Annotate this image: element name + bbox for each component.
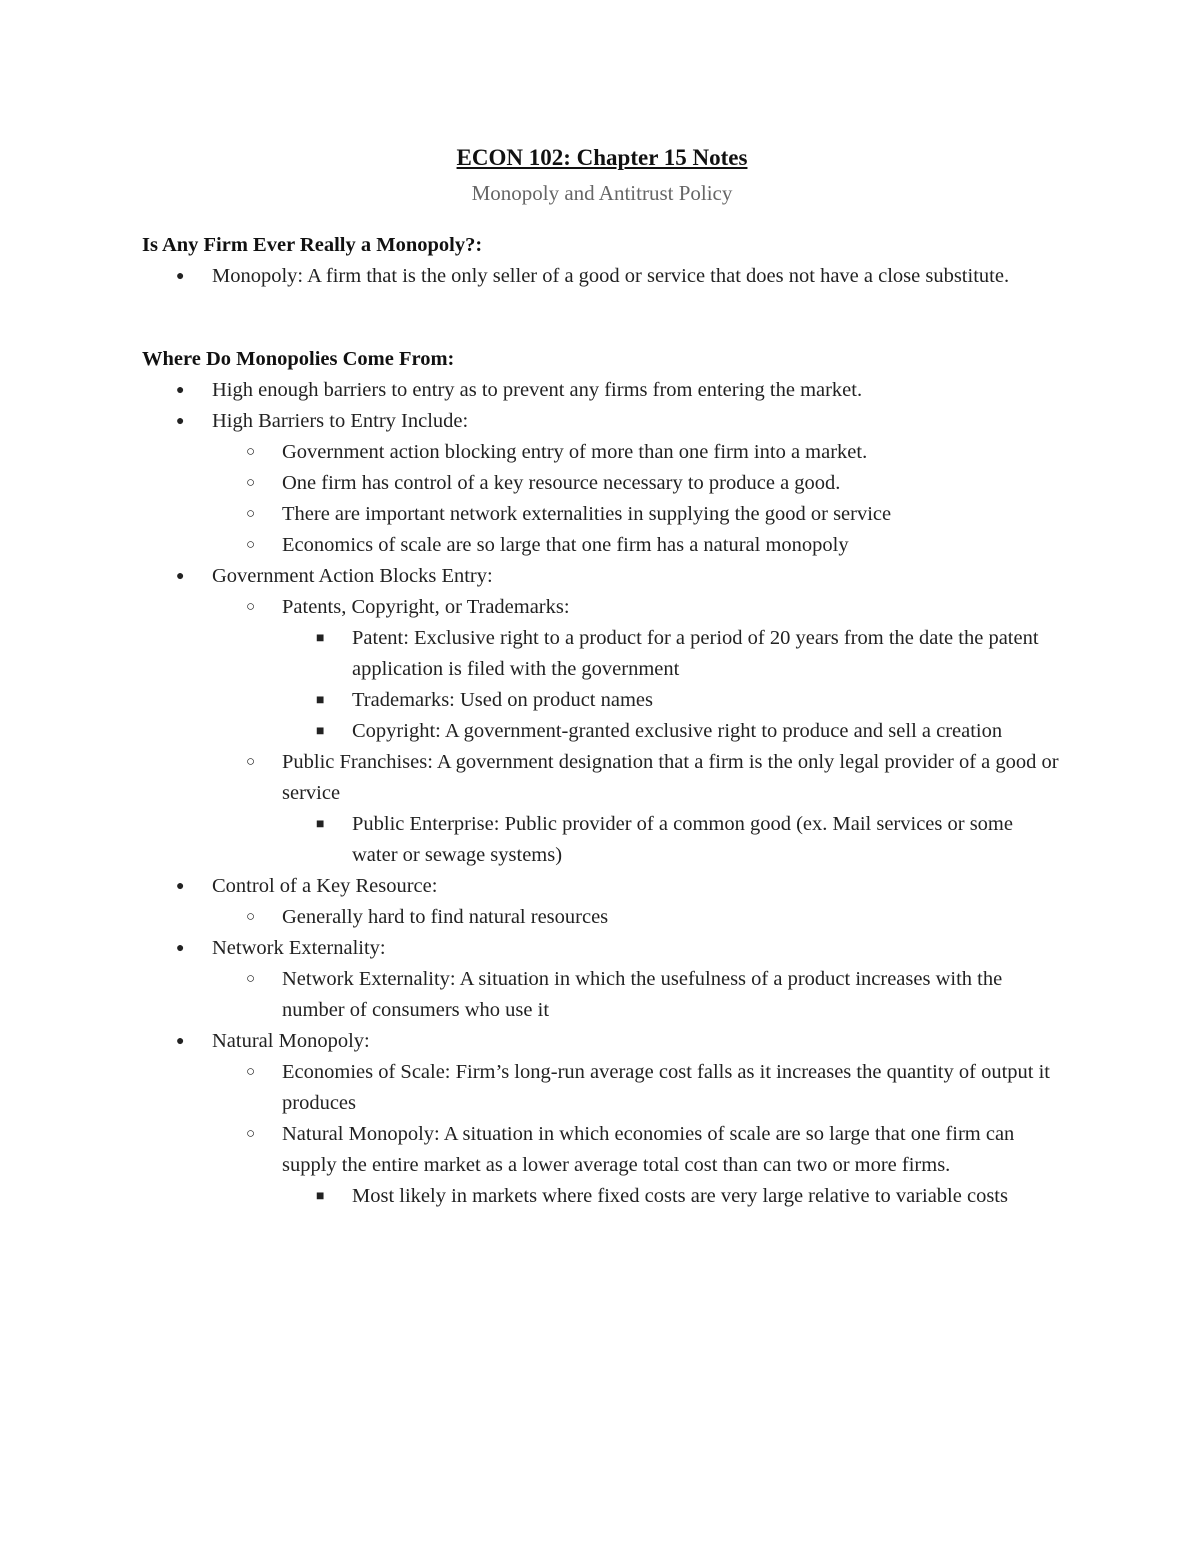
list-item-text: Control of a Key Resource: [212, 875, 438, 897]
sublist-item-text: Public Franchises: A government designation that a firm is the only legal provider of a good or service [282, 751, 1059, 804]
sub-sublist-item [282, 685, 1062, 716]
sublist [212, 437, 1062, 561]
list-item-text: High enough barriers to entry as to prevent any firms from entering the market. [212, 379, 863, 401]
bullet-circle-icon: ○ [246, 537, 256, 553]
bullet-square-icon: ■ [316, 1189, 325, 1204]
list-item [142, 375, 1062, 406]
bullet-circle-icon: ○ [246, 444, 256, 460]
sublist [212, 902, 1062, 933]
section1-list [142, 261, 1062, 292]
sublist-item [212, 747, 1062, 871]
sublist-item [212, 592, 1062, 747]
document-title: ECON 102: Chapter 15 Notes [456, 145, 748, 170]
sublist-item [212, 1119, 1062, 1212]
sub-sublist-item-text: Most likely in markets where fixed costs are very large relative to variable costs [352, 1185, 1008, 1207]
sub-sublist-item-text: Public Enterprise: Public provider of a common good (ex. Mail services or some water or sewage systems) [352, 813, 1013, 866]
bullet-circle-icon: ○ [246, 599, 256, 615]
sublist-item-text: Patents, Copyright, or Trademarks: [282, 596, 570, 618]
bullet-circle-icon: ○ [246, 1064, 256, 1080]
sublist [212, 592, 1062, 871]
list-item [142, 406, 1062, 561]
bullet-square-icon: ■ [316, 693, 325, 708]
list-item [142, 561, 1062, 871]
bullet-circle-icon: ○ [246, 971, 256, 987]
sub-sublist [282, 623, 1062, 747]
bullet-disc-icon: ● [176, 941, 185, 956]
sublist-item [212, 468, 1062, 499]
bullet-disc-icon: ● [176, 383, 185, 398]
sub-sublist-item-text: Patent: Exclusive right to a product for a period of 20 years from the date the patent application is filed with the government [352, 627, 1039, 680]
bullet-square-icon: ■ [316, 631, 325, 646]
sublist [212, 1057, 1062, 1212]
list-item [142, 1026, 1062, 1212]
list-item-text: Government Action Blocks Entry: [212, 565, 493, 587]
sub-sublist [282, 1181, 1062, 1212]
bullet-disc-icon: ● [176, 569, 185, 584]
section2-list [142, 375, 1062, 1212]
list-item [142, 933, 1062, 1026]
sublist-item [212, 499, 1062, 530]
section-heading-monopoly: Is Any Firm Ever Really a Monopoly?: [142, 234, 483, 256]
sublist-item [212, 902, 1062, 933]
bullet-circle-icon: ○ [246, 1126, 256, 1142]
sub-sublist-item-text: Copyright: A government-granted exclusive right to produce and sell a creation [352, 720, 1003, 742]
sub-sublist-item [282, 809, 1062, 871]
sublist-item-text: There are important network externalities in supplying the good or service [282, 503, 892, 525]
bullet-circle-icon: ○ [246, 475, 256, 491]
sub-sublist-item [282, 716, 1062, 747]
bullet-disc-icon: ● [176, 414, 185, 429]
sub-sublist-item-text: Trademarks: Used on product names [352, 689, 653, 711]
sublist-item [212, 437, 1062, 468]
sublist-item-text: Economics of scale are so large that one firm has a natural monopoly [282, 534, 849, 556]
bullet-square-icon: ■ [316, 724, 325, 739]
list-item-text: High Barriers to Entry Include: [212, 410, 469, 432]
sublist-item [212, 964, 1062, 1026]
bullet-square-icon: ■ [316, 817, 325, 832]
sublist-item-text: Natural Monopoly: A situation in which economies of scale are so large that one firm can supply the entire market as a lower average total cost than can two or more firms. [282, 1123, 1015, 1176]
document-subtitle: Monopoly and Antitrust Policy [471, 181, 733, 205]
sublist [212, 964, 1062, 1026]
list-item-text: Monopoly: A firm that is the only seller of a good or service that does not have a close substitute. [212, 265, 1010, 287]
bullet-circle-icon: ○ [246, 909, 256, 925]
list-item-text: Network Externality: [212, 937, 386, 959]
sub-sublist-item [282, 1181, 1062, 1212]
bullet-disc-icon: ● [176, 1034, 185, 1049]
bullet-circle-icon: ○ [246, 754, 256, 770]
sublist-item-text: Network Externality: A situation in which the usefulness of a product increases with the number of consumers who use it [282, 968, 1003, 1021]
sublist-item [212, 530, 1062, 561]
list-item [142, 871, 1062, 933]
list-item [142, 261, 1062, 292]
sublist-item-text: Generally hard to find natural resources [282, 906, 609, 928]
bullet-disc-icon: ● [176, 879, 185, 894]
document-page [142, 138, 1062, 1212]
sublist-item [212, 1057, 1062, 1119]
bullet-circle-icon: ○ [246, 506, 256, 522]
section-heading-origins: Where Do Monopolies Come From: [142, 348, 455, 370]
sublist-item-text: One firm has control of a key resource necessary to produce a good. [282, 472, 841, 494]
sub-sublist [282, 809, 1062, 871]
sublist-item-text: Government action blocking entry of more than one firm into a market. [282, 441, 868, 463]
list-item-text: Natural Monopoly: [212, 1030, 370, 1052]
sub-sublist-item [282, 623, 1062, 685]
bullet-disc-icon: ● [176, 269, 185, 284]
sublist-item-text: Economies of Scale: Firm’s long-run average cost falls as it increases the quantity of output it produces [282, 1061, 1050, 1114]
